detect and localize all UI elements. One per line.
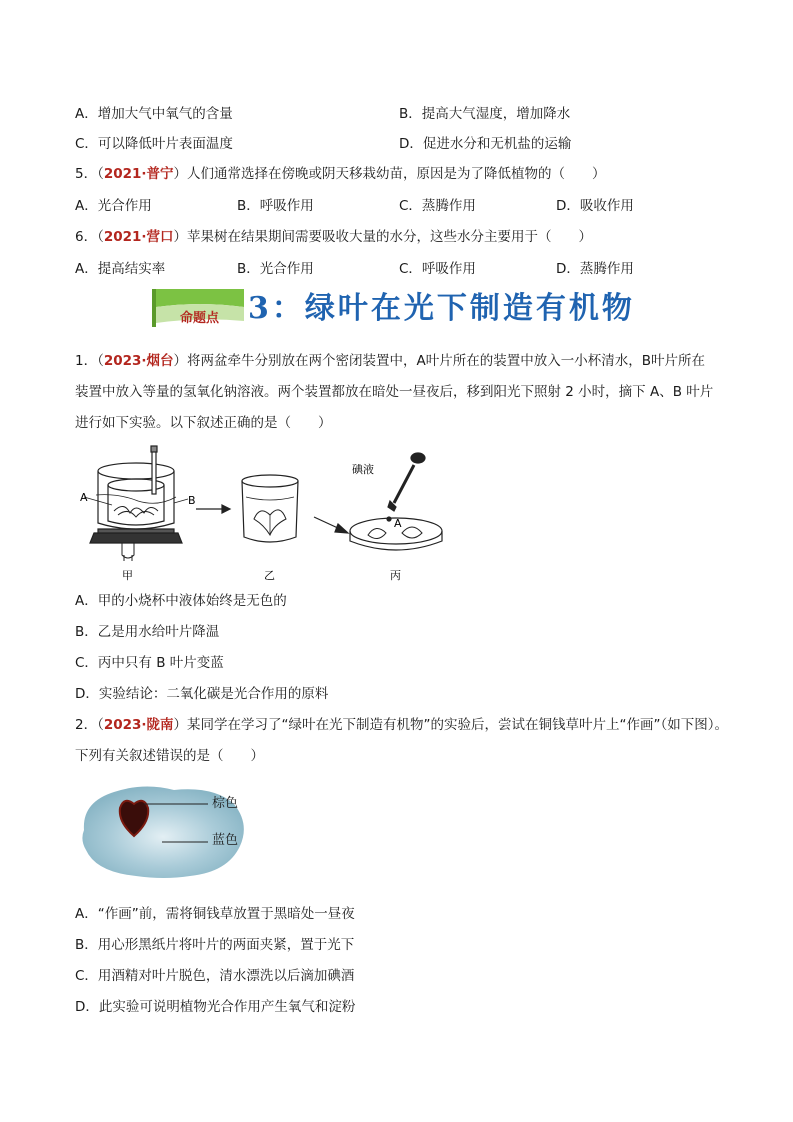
s2-option-b: B．用心形黑纸片将叶片的两面夹紧，置于光下 xyxy=(75,937,355,953)
question-source: 2021·营口 xyxy=(103,229,174,245)
s1-option-a: A．甲的小烧杯中液体始终是无色的 xyxy=(75,593,287,609)
s2-stem-line2: 下列有关叙述错误的是（ ） xyxy=(75,748,264,764)
s1-stem-line2: 装置中放入等量的氢氧化钠溶液。两个装置都放在暗处一昼夜后，移到阳光下照射 2 小时，摘下 A、B 叶片 xyxy=(75,384,714,400)
label-blue: 蓝色 xyxy=(212,833,239,848)
section-badge-text: 命题点 xyxy=(180,311,220,326)
question-text: ）某同学在学习了“绿叶在光下制造有机物”的实验后，尝试在铜钱草叶片上“作画”（如下图）。 xyxy=(173,717,729,733)
leaf-painting-figure xyxy=(74,784,274,880)
question-text: ）苹果树在结果期间需要吸收大量的水分，这些水分主要用于（ ） xyxy=(173,229,593,245)
question-source: 2023·烟台 xyxy=(103,353,174,369)
label-a: A xyxy=(80,491,88,504)
s1-stem-line3: 进行如下实验。以下叙述正确的是（ ） xyxy=(75,415,332,431)
question-source: 2023·陇南 xyxy=(103,717,174,733)
q5-option-c: C．蒸腾作用 xyxy=(399,198,476,214)
s2-stem-line1 xyxy=(75,715,728,735)
label-b: B xyxy=(188,494,196,507)
question-5-stem xyxy=(75,164,606,184)
q5-option-d: D．吸收作用 xyxy=(556,198,634,214)
label-a-dish: A xyxy=(394,517,402,530)
arrow-icon xyxy=(314,517,348,533)
q5-option-b: B．呼吸作用 xyxy=(237,198,314,214)
label-yi: 乙 xyxy=(264,569,275,582)
question-number: 5．（ xyxy=(75,166,104,182)
s1-stem-line1 xyxy=(75,351,705,371)
question-source: 2021·普宁 xyxy=(103,166,174,182)
option-b: B．提高大气湿度，增加降水 xyxy=(399,106,571,122)
section-title: 3：绿叶在光下制造有机物 xyxy=(248,291,635,326)
beaker-yi xyxy=(242,475,298,542)
q6-option-b: B．光合作用 xyxy=(237,261,314,277)
flag-badge-icon xyxy=(150,287,246,329)
question-number: 6．（ xyxy=(75,229,104,245)
label-brown: 棕色 xyxy=(212,796,239,811)
question-text: ）将两盆牵牛分别放在两个密闭装置中，A叶片所在的装置中放入一小杯清水，B叶片所在 xyxy=(173,353,706,369)
q6-option-a: A．提高结实率 xyxy=(75,261,166,277)
experiment-figure xyxy=(78,445,450,585)
q6-option-d: D．蒸腾作用 xyxy=(556,261,634,277)
q6-option-c: C．呼吸作用 xyxy=(399,261,476,277)
s2-option-d: D．此实验可说明植物光合作用产生氧气和淀粉 xyxy=(75,999,356,1015)
question-number: 2．（ xyxy=(75,717,104,733)
question-number: 1．（ xyxy=(75,353,104,369)
question-6-stem xyxy=(75,227,592,247)
s1-option-d: D．实验结论：二氧化碳是光合作用的原料 xyxy=(75,686,329,702)
s1-option-b: B．乙是用水给叶片降温 xyxy=(75,624,220,640)
s1-option-c: C．丙中只有 B 叶片变蓝 xyxy=(75,655,224,671)
option-c: C．可以降低叶片表面温度 xyxy=(75,136,233,152)
arrow-icon xyxy=(196,505,230,513)
label-jia: 甲 xyxy=(122,569,133,582)
s2-option-a: A．“作画”前，需将铜钱草放置于黑暗处一昼夜 xyxy=(75,906,355,922)
label-bing: 丙 xyxy=(390,569,401,582)
s2-option-c: C．用酒精对叶片脱色，清水漂洗以后滴加碘酒 xyxy=(75,968,355,984)
question-text: ）人们通常选择在傍晚或阴天移栽幼苗，原因是为了降低植物的（ ） xyxy=(173,166,606,182)
option-a: A．增加大气中氧气的含量 xyxy=(75,106,233,122)
apparatus-jia xyxy=(84,446,188,561)
label-iodine: 碘液 xyxy=(352,463,374,476)
q5-option-a: A．光合作用 xyxy=(75,198,152,214)
option-d: D．促进水分和无机盐的运输 xyxy=(399,136,572,152)
